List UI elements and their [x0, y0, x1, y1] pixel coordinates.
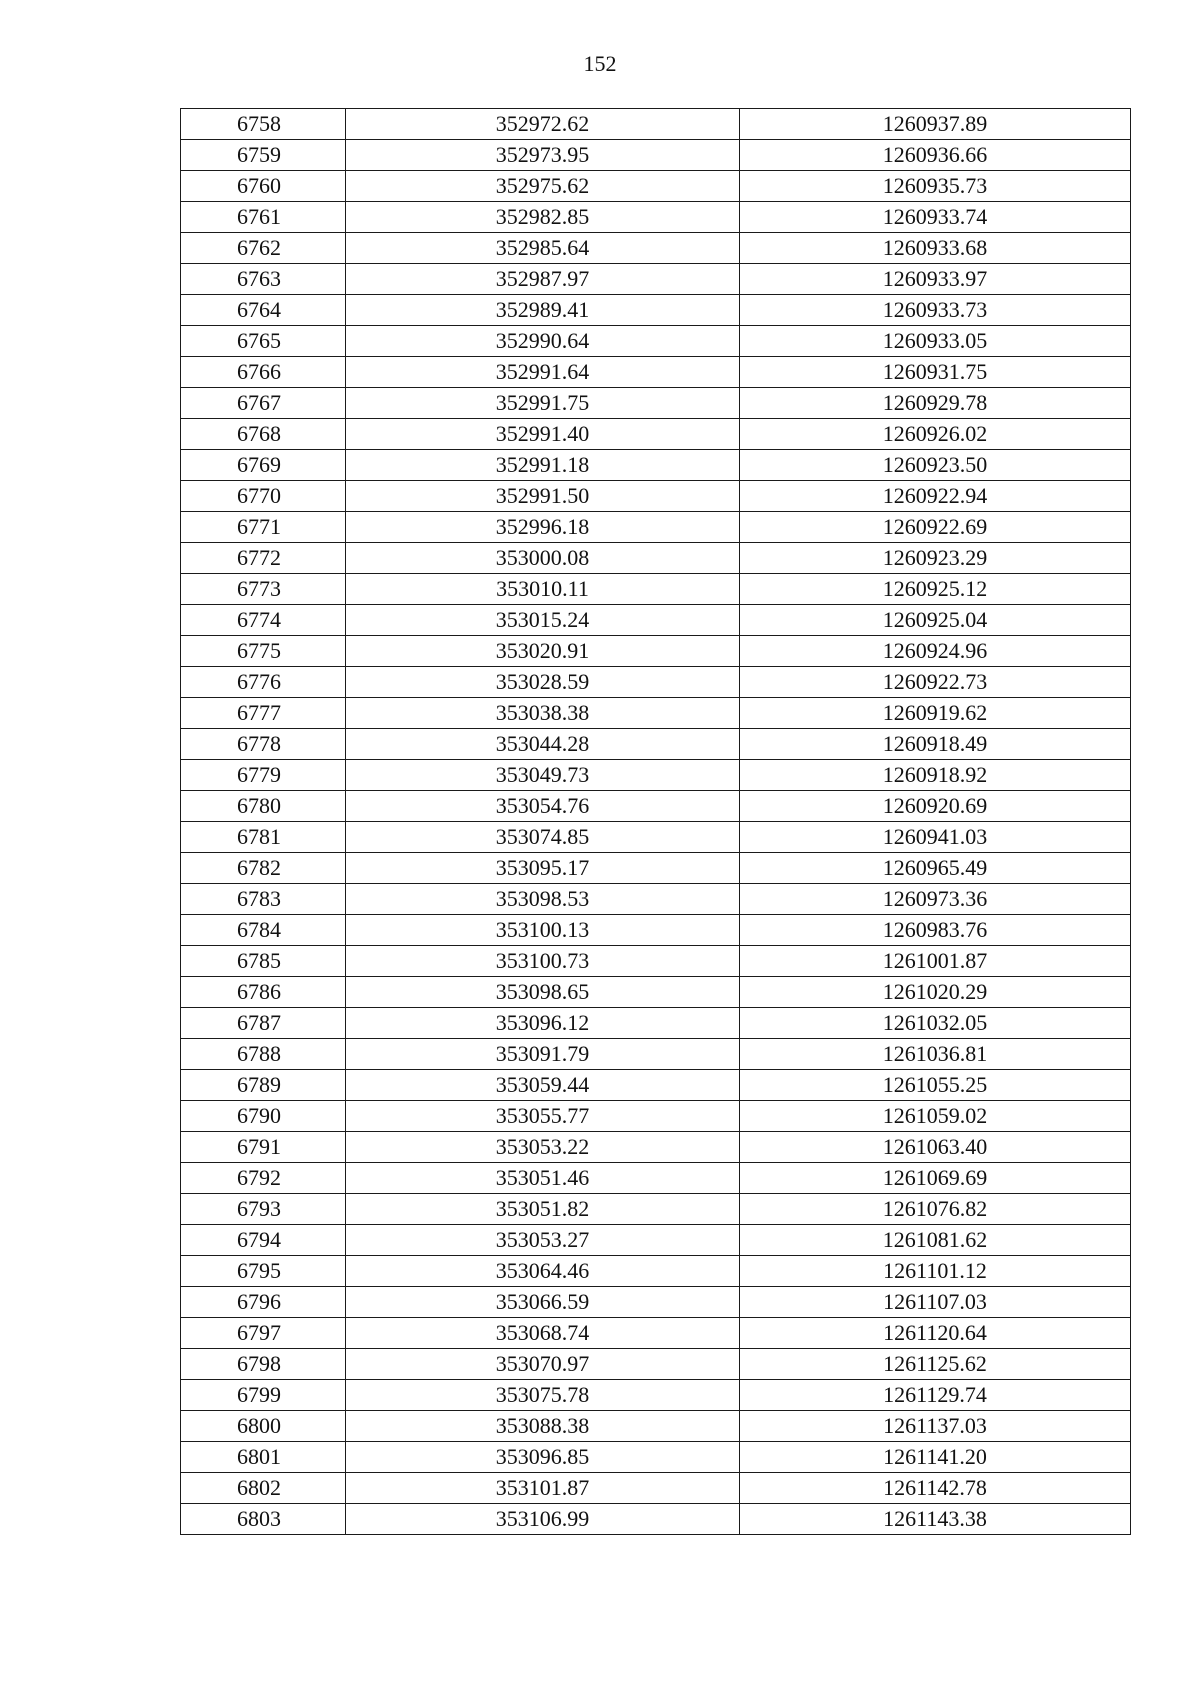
table-row: [181, 233, 1131, 264]
table-row: [181, 574, 1131, 605]
y-coordinate-cell: 1261032.05: [740, 1008, 1131, 1039]
point-number-cell: 6776: [181, 667, 346, 698]
point-number-cell: 6768: [181, 419, 346, 450]
x-coordinate-cell: 353000.08: [346, 543, 740, 574]
y-coordinate-cell: 1261081.62: [740, 1225, 1131, 1256]
y-coordinate-cell: 1261107.03: [740, 1287, 1131, 1318]
point-number-cell: 6792: [181, 1163, 346, 1194]
table-row: [181, 419, 1131, 450]
x-coordinate-cell: 353106.99: [346, 1504, 740, 1535]
point-number-cell: 6802: [181, 1473, 346, 1504]
point-number-cell: 6788: [181, 1039, 346, 1070]
table-row: [181, 388, 1131, 419]
x-coordinate-cell: 353100.73: [346, 946, 740, 977]
point-number-cell: 6797: [181, 1318, 346, 1349]
point-number-cell: 6790: [181, 1101, 346, 1132]
table-row: [181, 1194, 1131, 1225]
x-coordinate-cell: 353010.11: [346, 574, 740, 605]
table-row: [181, 946, 1131, 977]
y-coordinate-cell: 1261143.38: [740, 1504, 1131, 1535]
point-number-cell: 6791: [181, 1132, 346, 1163]
y-coordinate-cell: 1261120.64: [740, 1318, 1131, 1349]
y-coordinate-cell: 1260973.36: [740, 884, 1131, 915]
table-row: [181, 140, 1131, 171]
table-row: [181, 1008, 1131, 1039]
y-coordinate-cell: 1260937.89: [740, 109, 1131, 140]
point-number-cell: 6778: [181, 729, 346, 760]
point-number-cell: 6758: [181, 109, 346, 140]
table-row: [181, 109, 1131, 140]
x-coordinate-cell: 353098.53: [346, 884, 740, 915]
y-coordinate-cell: 1261055.25: [740, 1070, 1131, 1101]
table-row: [181, 1070, 1131, 1101]
y-coordinate-cell: 1260922.69: [740, 512, 1131, 543]
y-coordinate-cell: 1260933.97: [740, 264, 1131, 295]
point-number-cell: 6770: [181, 481, 346, 512]
point-number-cell: 6760: [181, 171, 346, 202]
y-coordinate-cell: 1260918.49: [740, 729, 1131, 760]
x-coordinate-cell: 353020.91: [346, 636, 740, 667]
table-row: [181, 1349, 1131, 1380]
point-number-cell: 6798: [181, 1349, 346, 1380]
x-coordinate-cell: 352982.85: [346, 202, 740, 233]
y-coordinate-cell: 1260933.74: [740, 202, 1131, 233]
table-row: [181, 1287, 1131, 1318]
y-coordinate-cell: 1260983.76: [740, 915, 1131, 946]
x-coordinate-cell: 352973.95: [346, 140, 740, 171]
y-coordinate-cell: 1261129.74: [740, 1380, 1131, 1411]
table-row: [181, 791, 1131, 822]
y-coordinate-cell: 1261020.29: [740, 977, 1131, 1008]
point-number-cell: 6764: [181, 295, 346, 326]
table-row: [181, 357, 1131, 388]
point-number-cell: 6786: [181, 977, 346, 1008]
x-coordinate-cell: 353091.79: [346, 1039, 740, 1070]
table-row: [181, 915, 1131, 946]
x-coordinate-cell: 352972.62: [346, 109, 740, 140]
y-coordinate-cell: 1260922.94: [740, 481, 1131, 512]
x-coordinate-cell: 353096.12: [346, 1008, 740, 1039]
point-number-cell: 6772: [181, 543, 346, 574]
x-coordinate-cell: 353044.28: [346, 729, 740, 760]
y-coordinate-cell: 1260918.92: [740, 760, 1131, 791]
point-number-cell: 6781: [181, 822, 346, 853]
y-coordinate-cell: 1261036.81: [740, 1039, 1131, 1070]
point-number-cell: 6795: [181, 1256, 346, 1287]
y-coordinate-cell: 1261076.82: [740, 1194, 1131, 1225]
table-row: [181, 1132, 1131, 1163]
x-coordinate-cell: 353053.22: [346, 1132, 740, 1163]
table-row: [181, 977, 1131, 1008]
x-coordinate-cell: 353053.27: [346, 1225, 740, 1256]
y-coordinate-cell: 1260933.05: [740, 326, 1131, 357]
x-coordinate-cell: 352996.18: [346, 512, 740, 543]
table-row: [181, 884, 1131, 915]
table-row: [181, 481, 1131, 512]
y-coordinate-cell: 1261001.87: [740, 946, 1131, 977]
point-number-cell: 6761: [181, 202, 346, 233]
x-coordinate-cell: 352991.40: [346, 419, 740, 450]
point-number-cell: 6782: [181, 853, 346, 884]
table-row: [181, 326, 1131, 357]
x-coordinate-cell: 353074.85: [346, 822, 740, 853]
x-coordinate-cell: 352991.18: [346, 450, 740, 481]
y-coordinate-cell: 1260936.66: [740, 140, 1131, 171]
table-row: [181, 264, 1131, 295]
y-coordinate-cell: 1260922.73: [740, 667, 1131, 698]
point-number-cell: 6784: [181, 915, 346, 946]
y-coordinate-cell: 1260965.49: [740, 853, 1131, 884]
table-row: [181, 636, 1131, 667]
table-row: [181, 512, 1131, 543]
point-number-cell: 6775: [181, 636, 346, 667]
x-coordinate-cell: 353101.87: [346, 1473, 740, 1504]
table-row: [181, 853, 1131, 884]
point-number-cell: 6796: [181, 1287, 346, 1318]
x-coordinate-cell: 352991.64: [346, 357, 740, 388]
table-row: [181, 822, 1131, 853]
x-coordinate-cell: 352991.75: [346, 388, 740, 419]
table-row: [181, 295, 1131, 326]
table-row: [181, 1380, 1131, 1411]
y-coordinate-cell: 1260923.50: [740, 450, 1131, 481]
x-coordinate-cell: 353096.85: [346, 1442, 740, 1473]
point-number-cell: 6793: [181, 1194, 346, 1225]
y-coordinate-cell: 1260919.62: [740, 698, 1131, 729]
point-number-cell: 6766: [181, 357, 346, 388]
table-row: [181, 202, 1131, 233]
table-row: [181, 1318, 1131, 1349]
x-coordinate-cell: 353015.24: [346, 605, 740, 636]
y-coordinate-cell: 1260935.73: [740, 171, 1131, 202]
coordinates-table: [180, 108, 1131, 1535]
x-coordinate-cell: 352990.64: [346, 326, 740, 357]
x-coordinate-cell: 353059.44: [346, 1070, 740, 1101]
table-row: [181, 1473, 1131, 1504]
x-coordinate-cell: 353038.38: [346, 698, 740, 729]
point-number-cell: 6785: [181, 946, 346, 977]
table-row: [181, 729, 1131, 760]
table-row: [181, 450, 1131, 481]
y-coordinate-cell: 1261069.69: [740, 1163, 1131, 1194]
y-coordinate-cell: 1260931.75: [740, 357, 1131, 388]
x-coordinate-cell: 353075.78: [346, 1380, 740, 1411]
x-coordinate-cell: 353049.73: [346, 760, 740, 791]
table-row: [181, 1442, 1131, 1473]
point-number-cell: 6769: [181, 450, 346, 481]
point-number-cell: 6773: [181, 574, 346, 605]
table-row: [181, 1101, 1131, 1132]
table-row: [181, 171, 1131, 202]
point-number-cell: 6774: [181, 605, 346, 636]
table-row: [181, 1504, 1131, 1535]
y-coordinate-cell: 1261059.02: [740, 1101, 1131, 1132]
x-coordinate-cell: 353055.77: [346, 1101, 740, 1132]
y-coordinate-cell: 1261137.03: [740, 1411, 1131, 1442]
x-coordinate-cell: 353098.65: [346, 977, 740, 1008]
point-number-cell: 6803: [181, 1504, 346, 1535]
point-number-cell: 6762: [181, 233, 346, 264]
y-coordinate-cell: 1260924.96: [740, 636, 1131, 667]
y-coordinate-cell: 1260926.02: [740, 419, 1131, 450]
y-coordinate-cell: 1260929.78: [740, 388, 1131, 419]
x-coordinate-cell: 353064.46: [346, 1256, 740, 1287]
point-number-cell: 6801: [181, 1442, 346, 1473]
y-coordinate-cell: 1261141.20: [740, 1442, 1131, 1473]
point-number-cell: 6800: [181, 1411, 346, 1442]
point-number-cell: 6794: [181, 1225, 346, 1256]
table-row: [181, 698, 1131, 729]
coordinates-table-body: [181, 109, 1131, 1535]
point-number-cell: 6759: [181, 140, 346, 171]
table-row: [181, 1225, 1131, 1256]
x-coordinate-cell: 353051.46: [346, 1163, 740, 1194]
table-row: [181, 605, 1131, 636]
y-coordinate-cell: 1260933.68: [740, 233, 1131, 264]
y-coordinate-cell: 1261101.12: [740, 1256, 1131, 1287]
x-coordinate-cell: 353095.17: [346, 853, 740, 884]
x-coordinate-cell: 353100.13: [346, 915, 740, 946]
point-number-cell: 6779: [181, 760, 346, 791]
x-coordinate-cell: 353068.74: [346, 1318, 740, 1349]
point-number-cell: 6799: [181, 1380, 346, 1411]
x-coordinate-cell: 352975.62: [346, 171, 740, 202]
table-row: [181, 1256, 1131, 1287]
x-coordinate-cell: 353070.97: [346, 1349, 740, 1380]
table-row: [181, 1039, 1131, 1070]
point-number-cell: 6789: [181, 1070, 346, 1101]
point-number-cell: 6771: [181, 512, 346, 543]
y-coordinate-cell: 1260933.73: [740, 295, 1131, 326]
x-coordinate-cell: 352991.50: [346, 481, 740, 512]
x-coordinate-cell: 353054.76: [346, 791, 740, 822]
y-coordinate-cell: 1260925.12: [740, 574, 1131, 605]
point-number-cell: 6780: [181, 791, 346, 822]
point-number-cell: 6787: [181, 1008, 346, 1039]
table-row: [181, 1411, 1131, 1442]
x-coordinate-cell: 352985.64: [346, 233, 740, 264]
x-coordinate-cell: 352989.41: [346, 295, 740, 326]
y-coordinate-cell: 1261063.40: [740, 1132, 1131, 1163]
point-number-cell: 6765: [181, 326, 346, 357]
table-row: [181, 543, 1131, 574]
y-coordinate-cell: 1260941.03: [740, 822, 1131, 853]
table-row: [181, 760, 1131, 791]
x-coordinate-cell: 353066.59: [346, 1287, 740, 1318]
x-coordinate-cell: 353028.59: [346, 667, 740, 698]
y-coordinate-cell: 1260923.29: [740, 543, 1131, 574]
x-coordinate-cell: 353088.38: [346, 1411, 740, 1442]
page-number: 152: [583, 51, 617, 76]
x-coordinate-cell: 352987.97: [346, 264, 740, 295]
x-coordinate-cell: 353051.82: [346, 1194, 740, 1225]
point-number-cell: 6783: [181, 884, 346, 915]
y-coordinate-cell: 1260925.04: [740, 605, 1131, 636]
point-number-cell: 6777: [181, 698, 346, 729]
y-coordinate-cell: 1261142.78: [740, 1473, 1131, 1504]
table-row: [181, 667, 1131, 698]
point-number-cell: 6767: [181, 388, 346, 419]
point-number-cell: 6763: [181, 264, 346, 295]
table-row: [181, 1163, 1131, 1194]
y-coordinate-cell: 1260920.69: [740, 791, 1131, 822]
y-coordinate-cell: 1261125.62: [740, 1349, 1131, 1380]
